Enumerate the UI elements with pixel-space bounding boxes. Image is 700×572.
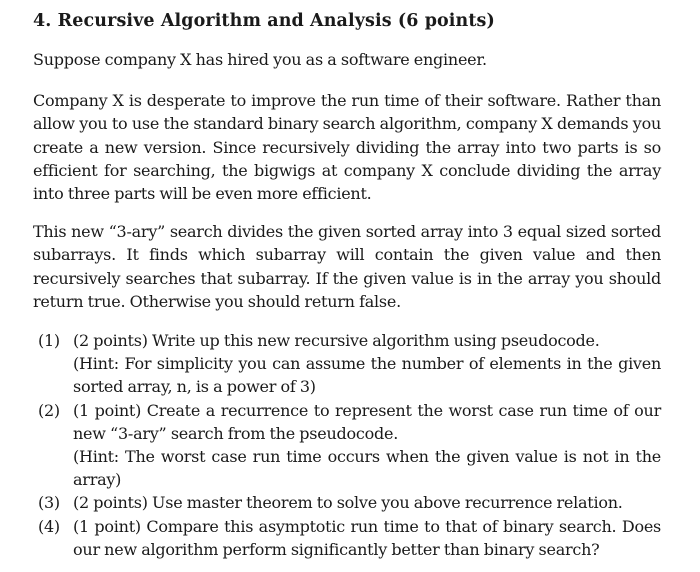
- task-number: (2): [38, 400, 60, 420]
- task-item-3: [33, 491, 661, 514]
- task-text: (1 point) Create a recurrence to represent the worst case run time of our new “3-ary” search from the pseudocode.: [73, 400, 661, 443]
- task-item-1: [33, 329, 661, 399]
- task-number: (1): [38, 331, 60, 351]
- company-paragraph: Company X is desperate to improve the run time of their software. Rather than allow you to use the standard binary search algorithm, company X demands you create a new version. Since recursively dividing the array into two parts is so efficient for searching, the bigwigs at company X conclude dividing the array into three parts will be even more efficient.: [33, 91, 661, 204]
- task-text: (1 point) Compare this asymptotic run time to that of binary search. Does our new algorithm perform significantly better than binary search?: [73, 516, 661, 559]
- task-hint: (Hint: The worst case run time occurs when the given value is not in the array): [73, 447, 661, 490]
- task-body: [73, 399, 661, 492]
- task-item-4: [33, 515, 661, 561]
- task-text: (2 points) Write up this new recursive algorithm using pseudocode.: [73, 331, 600, 351]
- task-body: [73, 515, 661, 561]
- problem-page: [33, 8, 661, 561]
- intro-paragraph: Suppose company X has hired you as a software engineer.: [33, 50, 487, 69]
- task-number: (3): [38, 493, 60, 513]
- task-body: [73, 329, 661, 399]
- search-description-paragraph: This new “3-ary” search divides the given sorted array into 3 equal sized sorted subarrays. It finds which subarray will contain the given value and then recursively searches that subarray. If the given value is in the array you should return true. Otherwise you should return false.: [33, 222, 661, 311]
- task-list: [33, 329, 661, 561]
- task-body: [73, 491, 661, 514]
- task-text: (2 points) Use master theorem to solve you above recurrence relation.: [73, 493, 623, 513]
- section-title: 4. Recursive Algorithm and Analysis (6 points): [33, 11, 495, 31]
- task-hint: (Hint: For simplicity you can assume the number of elements in the given sorted array, n, is a power of 3): [73, 354, 661, 397]
- task-item-2: [33, 399, 661, 492]
- task-number: (4): [38, 516, 60, 536]
